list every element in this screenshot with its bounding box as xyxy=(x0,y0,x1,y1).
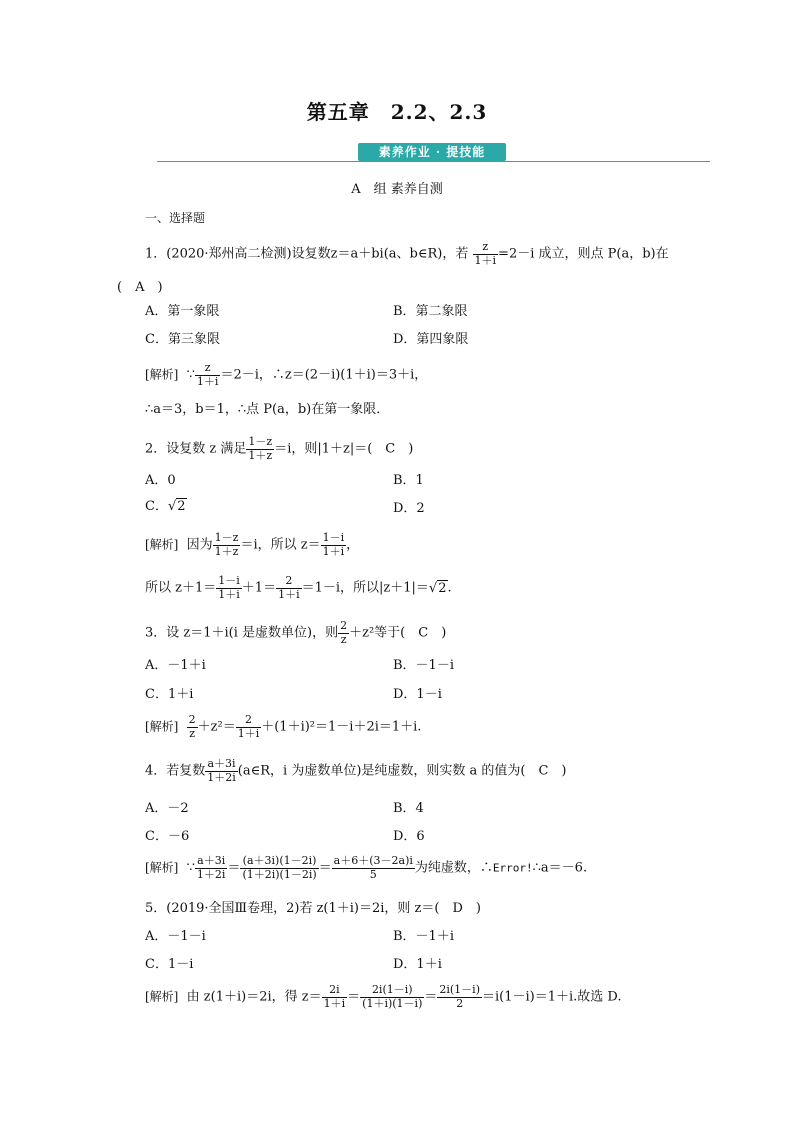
q1-solution-line-2: ∴a＝3，b＝1，∴点 P(a，b)在第一象限． xyxy=(145,402,390,417)
q2-option-b: B．1 xyxy=(393,473,424,488)
q4-solution: [解析] ∵ $\frac{a+3i}{1+2i}$ ＝ $\frac{(a+3i)(1-2i)}{(1+2i)(1-2i)}$ ＝ $\frac{a+6+(3-2a)i}{5}$ 为纯虚数，∴Error!∴a＝－6. xyxy=(145,854,588,881)
q2-option-d: D．2 xyxy=(393,501,425,516)
q1-solution-line-1: [解析] ∵ $\frac{z}{1+i}$ ＝2－i，∴z＝(2－i)(1＋i)＝3＋i， xyxy=(145,361,428,388)
q1-option-c: C．第三象限 xyxy=(145,332,220,347)
question-3-stem: 3．设 z＝1＋i(i 是虚数单位)，则 $\frac{2}{z}$ ＋z²等于( C ) xyxy=(145,619,447,646)
q2-option-c: C．√2 xyxy=(145,499,186,514)
q2-solution-line-2: 所以 z＋1＝ $\frac{1-i}{1+i}$ ＋1＝ $\frac{2}{1+i}$ ＝1－i，所以|z＋1|＝√2. xyxy=(145,574,452,601)
error-text: Error! xyxy=(492,861,533,875)
question-2-stem: 2．设复数 z 满足 $\frac{1-z}{1+z}$ ＝i，则|1＋z|＝( C ) xyxy=(145,435,414,462)
q3-option-d: D．1－i xyxy=(393,687,442,702)
section-banner: 素养作业 · 提技能 xyxy=(358,143,506,161)
fraction: $\frac{z}{1+i}$ xyxy=(474,240,497,267)
group-heading: A 组 素养自测 xyxy=(351,182,443,197)
q5-option-b: B．－1＋i xyxy=(393,929,454,944)
q1-option-a: A．第一象限 xyxy=(145,304,220,319)
q5-option-c: C．1－i xyxy=(145,957,194,972)
q2-option-a: A．0 xyxy=(145,473,176,488)
q1-option-d: D．第四象限 xyxy=(393,332,469,347)
q5-solution: [解析] 由 z(1＋i)＝2i，得 z＝ $\frac{2i}{1+i}$ ＝ $\frac{2i(1-i)}{(1+i)(1-i)}$ ＝ $\frac{2i(1-i)}{2}$ ＝i(1－i)＝1＋i.故选 D. xyxy=(145,983,622,1010)
q5-option-d: D．1＋i xyxy=(393,957,442,972)
q4-option-c: C．－6 xyxy=(145,829,190,844)
solution-tag: [解析] xyxy=(145,367,179,382)
q5-option-a: A．－1－i xyxy=(145,929,206,944)
q2-solution-line-1: [解析] 因为 $\frac{1-z}{1+z}$ ＝i，所以 z＝ $\frac{1-i}{1+i}$ ， xyxy=(145,531,360,558)
q3-option-c: C．1＋i xyxy=(145,687,194,702)
page-title: 第五章 2.2、2.3 xyxy=(306,100,488,124)
q4-option-a: A．－2 xyxy=(145,801,189,816)
q4-option-d: D．6 xyxy=(393,829,425,844)
banner-divider xyxy=(157,161,710,162)
q3-option-b: B．－1－i xyxy=(393,658,454,673)
question-5-stem: 5．(2019·全国Ⅲ卷理，2)若 z(1＋i)＝2i，则 z＝( D ) xyxy=(145,901,481,916)
question-1-answer: ( A ) xyxy=(117,280,163,295)
q3-option-a: A．－1＋i xyxy=(145,658,206,673)
question-1-stem: 1．(2020·郑州高二检测)设复数z＝a＋bi(a、b∈R)，若 $\frac{z}{1+i}$ =2－i 成立，则点 P(a，b)在 xyxy=(145,240,669,267)
q4-option-b: B．4 xyxy=(393,801,424,816)
q1-option-b: B．第二象限 xyxy=(393,304,468,319)
section-heading: 一、选择题 xyxy=(145,211,206,225)
q3-solution: [解析] $\frac{2}{z}$ ＋z²＝ $\frac{2}{1+i}$ ＋(1＋i)²＝1－i＋2i＝1＋i. xyxy=(145,713,422,740)
question-4-stem: 4．若复数 $\frac{a+3i}{1+2i}$ (a∈R，i 为虚数单位)是纯虚数，则实数 a 的值为( C ) xyxy=(145,757,567,784)
